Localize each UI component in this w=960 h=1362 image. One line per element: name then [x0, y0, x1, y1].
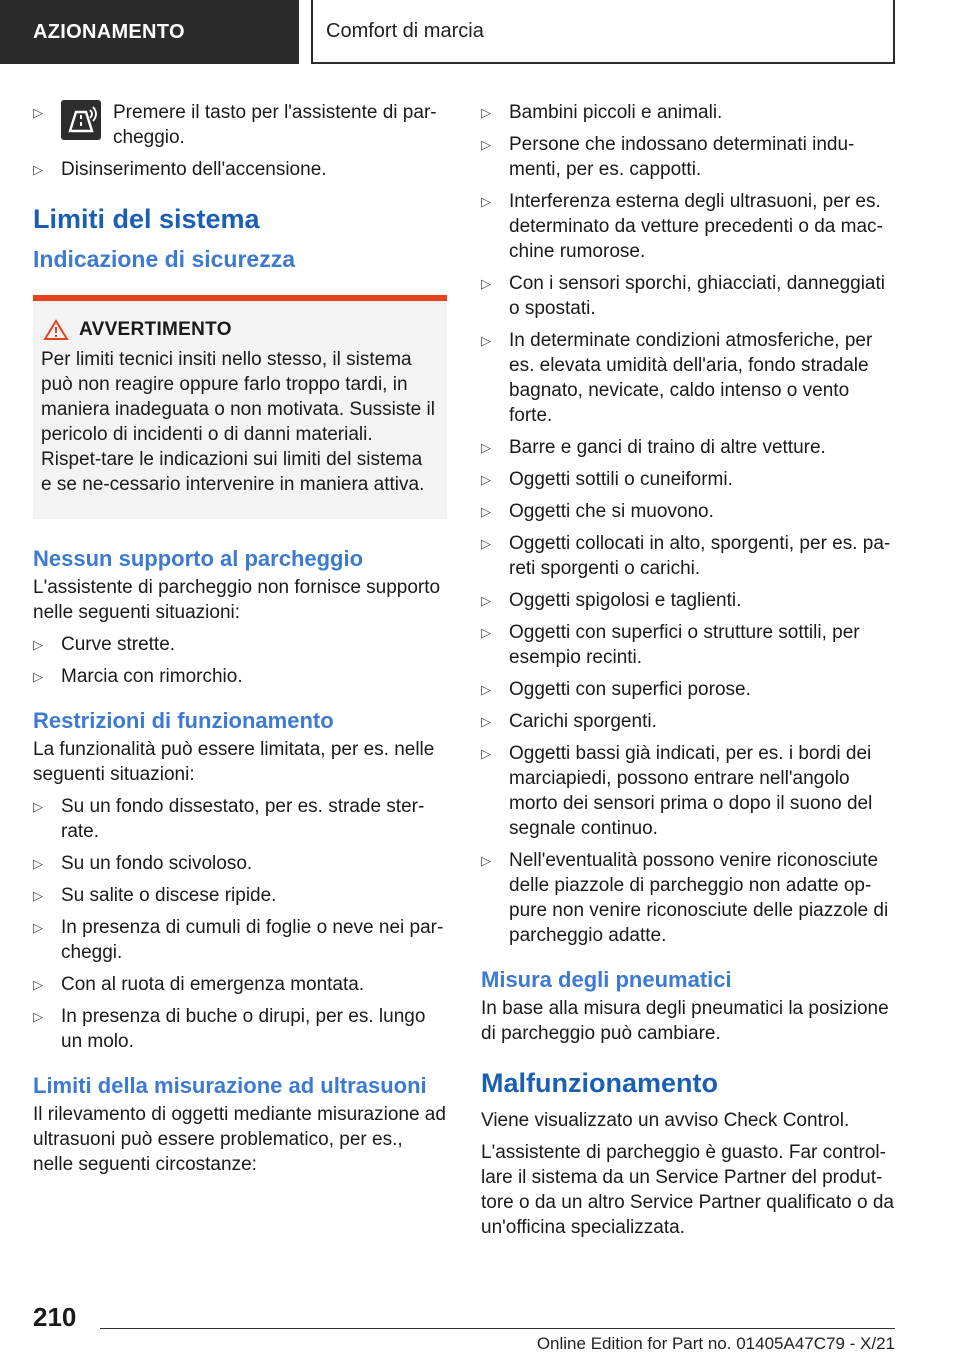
heading-no-parking-support: Nessun supporto al parcheggio [33, 546, 364, 571]
footer-divider [100, 1328, 895, 1329]
list-item-text: Oggetti bassi già indicati, per es. i bordi dei marciapiedi, possono entrare nell'angolo morto dei sensori prima o dopo il suono del segnale continuo. [509, 743, 873, 839]
list-item-text: Oggetti che si muovono. [509, 501, 714, 522]
list-item-text: In presenza di buche o dirupi, per es. lungo un molo. [61, 1006, 426, 1052]
triangle-right-icon: ▷ [481, 682, 491, 697]
list-item [481, 709, 895, 734]
list-item [481, 531, 895, 581]
no-support-list [33, 632, 447, 689]
list-item [33, 883, 447, 908]
list-item-text: Oggetti sottili o cuneiformi. [509, 469, 733, 490]
triangle-right-icon: ▷ [33, 669, 43, 684]
paragraph: L'assistente di parcheggio non fornisce supporto nelle seguenti situazioni: [33, 577, 441, 623]
triangle-right-icon: ▷ [481, 504, 491, 519]
parking-assistant-icon [61, 100, 101, 140]
list-item [33, 632, 447, 657]
list-item-text: Persone che indossano determinati indu-menti, per es. cappotti. [509, 134, 855, 180]
list-item-text: Oggetti spigolosi e taglienti. [509, 590, 742, 611]
warning-box [33, 295, 447, 519]
triangle-right-icon: ▷ [33, 920, 43, 935]
edition-info: Online Edition for Part no. 01405A47C79 - X/21 [536, 1334, 895, 1353]
list-item [481, 271, 895, 321]
list-item-text: Oggetti collocati in alto, sporgenti, per es. pa-reti sporgenti o carichi. [509, 533, 891, 579]
left-column [33, 100, 447, 1184]
list-item-text: Bambini piccoli e animali. [509, 102, 723, 123]
circumstances-list [481, 100, 895, 948]
chapter-title: Comfort di marcia [311, 0, 895, 64]
list-item [33, 157, 447, 182]
list-item [33, 915, 447, 965]
list-item [33, 972, 447, 997]
heading-system-limits: Limiti del sistema [33, 204, 260, 234]
heading-tyre-size: Misura degli pneumatici [481, 967, 732, 992]
list-item-text: Carichi sporgenti. [509, 711, 657, 732]
heading-safety-note: Indicazione di sicurezza [33, 246, 296, 272]
restrictions-list [33, 794, 447, 1054]
warning-text: Per limiti tecnici insiti nello stesso, il sistema può non reagire oppure farlo troppo tardi, in maniera inadeguata o non motivata. Sussiste il pericolo di incidenti o di danni materiali. Rispet-tare le indicazioni sui limiti del sistema e se ne-cessario intervenire in maniera attiva. [41, 349, 435, 495]
list-item [481, 741, 895, 841]
triangle-right-icon: ▷ [481, 137, 491, 152]
warning-triangle-icon [43, 319, 69, 341]
list-item-text: Su salite o discese ripide. [61, 885, 277, 906]
list-item-text: Curve strette. [61, 634, 176, 655]
list-item [33, 664, 447, 689]
list-item [481, 588, 895, 613]
list-item-text: Oggetti con superfici porose. [509, 679, 751, 700]
list-item-text: Marcia con rimorchio. [61, 666, 243, 687]
triangle-right-icon: ▷ [481, 333, 491, 348]
list-item [33, 1004, 447, 1054]
heading-restrictions: Restrizioni di funzionamento [33, 708, 334, 733]
page-number: 210 [33, 1302, 77, 1332]
list-item [481, 435, 895, 460]
list-item [481, 189, 895, 264]
triangle-right-icon: ▷ [481, 714, 491, 729]
list-item-text: Su un fondo scivoloso. [61, 853, 253, 874]
section-title: AZIONAMENTO [0, 0, 299, 64]
list-item-text: Con al ruota di emergenza montata. [61, 974, 365, 995]
paragraph: L'assistente di parcheggio è guasto. Far control-lare il sistema da un Service Partner del produt-tore o da un altro Service Partner qualificato o da un'officina specializzata. [481, 1142, 894, 1238]
triangle-right-icon: ▷ [481, 472, 491, 487]
list-item-text: Barre e ganci di traino di altre vetture. [509, 437, 826, 458]
list-item-text: Premere il tasto per l'assistente di par-cheggio. [113, 102, 437, 148]
triangle-right-icon: ▷ [481, 746, 491, 761]
paragraph: Il rilevamento di oggetti mediante misurazione ad ultrasuoni può essere problematico, per es., nelle seguenti circostanze: [33, 1104, 446, 1175]
triangle-right-icon: ▷ [481, 276, 491, 291]
paragraph: Viene visualizzato un avviso Check Control. [481, 1110, 850, 1131]
triangle-right-icon: ▷ [481, 625, 491, 640]
triangle-right-icon: ▷ [33, 799, 43, 814]
list-item-text: Disinserimento dell'accensione. [61, 159, 327, 180]
list-item [33, 851, 447, 876]
list-item [481, 100, 895, 125]
list-item-text: Su un fondo dissestato, per es. strade ster-rate. [61, 796, 425, 842]
triangle-right-icon: ▷ [33, 1009, 43, 1024]
triangle-right-icon: ▷ [33, 637, 43, 652]
right-column [481, 100, 895, 1247]
triangle-right-icon: ▷ [481, 593, 491, 608]
triangle-right-icon: ▷ [481, 440, 491, 455]
heading-ultrasound-limits: Limiti della misurazione ad ultrasuoni [33, 1073, 427, 1098]
list-item [481, 467, 895, 492]
paragraph: La funzionalità può essere limitata, per es. nelle seguenti situazioni: [33, 739, 435, 785]
list-item-text: Con i sensori sporchi, ghiacciati, danneggiati o spostati. [509, 273, 885, 319]
intro-list [33, 100, 447, 182]
paragraph: In base alla misura degli pneumatici la posizione di parcheggio può cambiare. [481, 998, 889, 1044]
page-footer [0, 1296, 960, 1362]
heading-malfunction: Malfunzionamento [481, 1068, 718, 1098]
list-item [481, 132, 895, 182]
list-item-text: Interferenza esterna degli ultrasuoni, per es. determinato da vetture precedenti o da mac-chine rumorose. [509, 191, 883, 262]
list-item [33, 794, 447, 844]
list-item [481, 848, 895, 948]
list-item [481, 328, 895, 428]
triangle-right-icon: ▷ [33, 977, 43, 992]
warning-header [41, 319, 435, 341]
triangle-right-icon: ▷ [481, 105, 491, 120]
triangle-right-icon: ▷ [481, 853, 491, 868]
list-item [481, 677, 895, 702]
triangle-right-icon: ▷ [33, 162, 43, 177]
list-item [33, 100, 447, 150]
triangle-right-icon: ▷ [481, 194, 491, 209]
triangle-right-icon: ▷ [33, 856, 43, 871]
triangle-right-icon: ▷ [481, 536, 491, 551]
list-item-text: In determinate condizioni atmosferiche, per es. elevata umidità dell'aria, fondo stradale bagnato, nevicate, caldo intenso o vento forte. [509, 330, 873, 426]
list-item-text: Oggetti con superfici o strutture sottili, per esempio recinti. [509, 622, 860, 668]
list-item-text: Nell'eventualità possono venire riconosciute delle piazzole di parcheggio non adatte op-pure non venire riconosciute delle piazzole di parcheggio adatte. [509, 850, 889, 946]
list-item-text: In presenza di cumuli di foglie o neve nei par-cheggi. [61, 917, 444, 963]
warning-title: AVVERTIMENTO [79, 319, 232, 340]
triangle-right-icon: ▷ [33, 105, 43, 120]
list-item [481, 499, 895, 524]
page-header [0, 0, 960, 64]
triangle-right-icon: ▷ [33, 888, 43, 903]
list-item [481, 620, 895, 670]
